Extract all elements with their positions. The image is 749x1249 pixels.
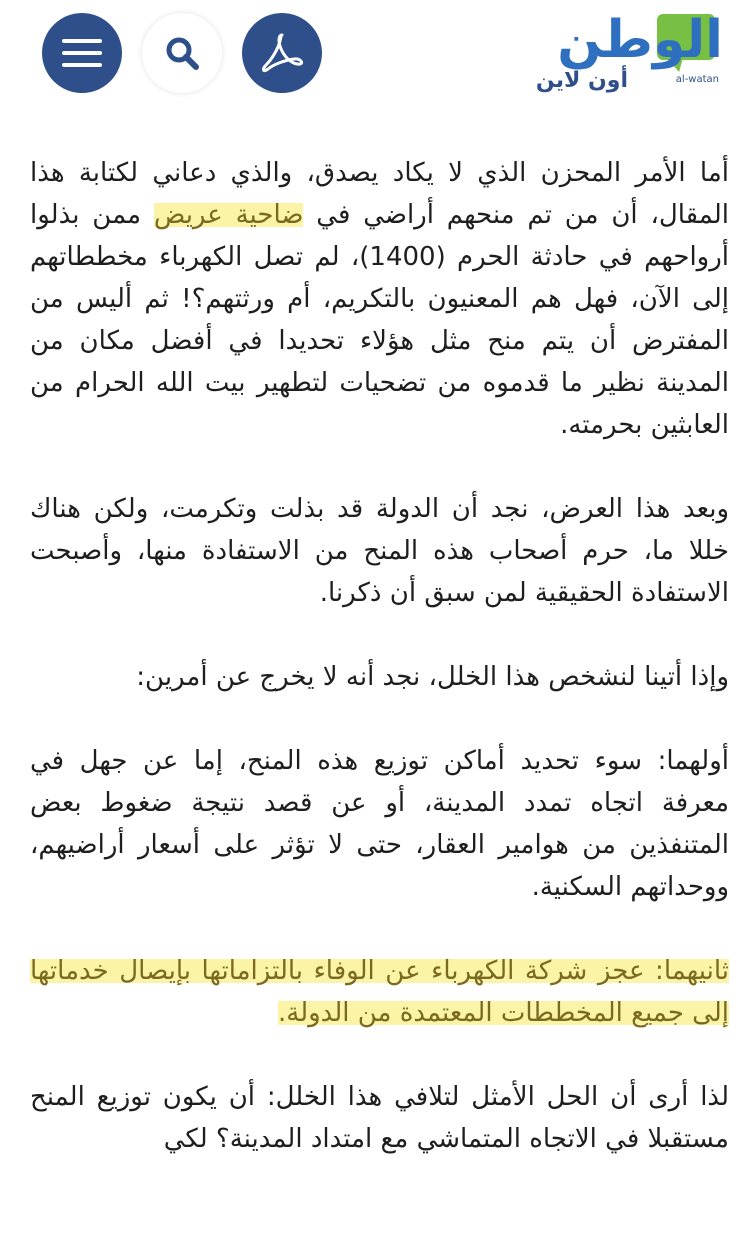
site-logo[interactable] — [498, 10, 723, 95]
hamburger-menu-icon — [62, 37, 102, 69]
article-paragraph-6: لذا أرى أن الحل الأمثل لتلافي هذا الخلل: أن يكون توزيع المنح مستقبلا في الاتجاه المتماشي مع امتداد المدينة؟ لكي — [30, 1082, 729, 1154]
search-icon — [164, 35, 200, 71]
menu-button[interactable] — [42, 13, 122, 93]
paragraph-text: ممن بذلوا أرواحهم في حادثة الحرم (1400)، لم تصل الكهرباء مخططاتهم إلى الآن، فهل هم المعنيون بالتكريم، أم ورثتهم؟! ثم أليس من المفترض أن يتم منح مثل هؤلاء تحديدا في أفضل مكان من المدينة نظير ما قدموه من تضحيات لتطهير بيت الله الحرام من العابثين بحرمته. — [30, 200, 729, 440]
article-paragraph-3: وإذا أتينا لنشخص هذا الخلل، نجد أنه لا يخرج عن أمرين: — [136, 662, 729, 692]
article-paragraph-1 — [30, 152, 729, 446]
article-body — [30, 152, 729, 1202]
pdf-icon — [260, 31, 304, 75]
logo-main-text: الوطن — [557, 10, 723, 70]
pdf-button[interactable] — [242, 13, 322, 93]
highlighted-text: ثانيهما: عجز شركة الكهرباء عن الوفاء بالتزاماتها بإيصال خدماتها إلى جميع المخططات المعتمدة من الدولة. — [30, 956, 729, 1028]
logo-latin-text: al-watan — [675, 74, 719, 85]
highlighted-text: ضاحية عريض — [153, 200, 304, 230]
article-paragraph-4: أولهما: سوء تحديد أماكن توزيع هذه المنح، إما عن جهل في معرفة اتجاه تمدد المدينة، أو عن قصد نتيجة ضغوط بعض المتنفذين من هوامير العقار، حتى لا تؤثر على أسعار أراضيهم، ووحداتهم السكنية. — [30, 746, 729, 902]
paragraph-text: أما الأمر المحزن الذي لا يكاد يصدق، والذي دعاني لكتابة هذا المقال، أن من تم منحهم أراضي في — [30, 158, 729, 230]
search-button[interactable] — [142, 13, 222, 93]
article-paragraph-2: وبعد هذا العرض، نجد أن الدولة قد بذلت وتكرمت، ولكن هناك خللا ما، حرم أصحاب هذه المنح من الاستفادة منها، وأصبحت الاستفادة الحقيقية لمن سبق أن ذكرنا. — [30, 494, 729, 608]
logo-subtitle: أون لاين — [535, 68, 628, 93]
article-paragraph-5 — [30, 950, 729, 1034]
site-header — [0, 0, 749, 110]
